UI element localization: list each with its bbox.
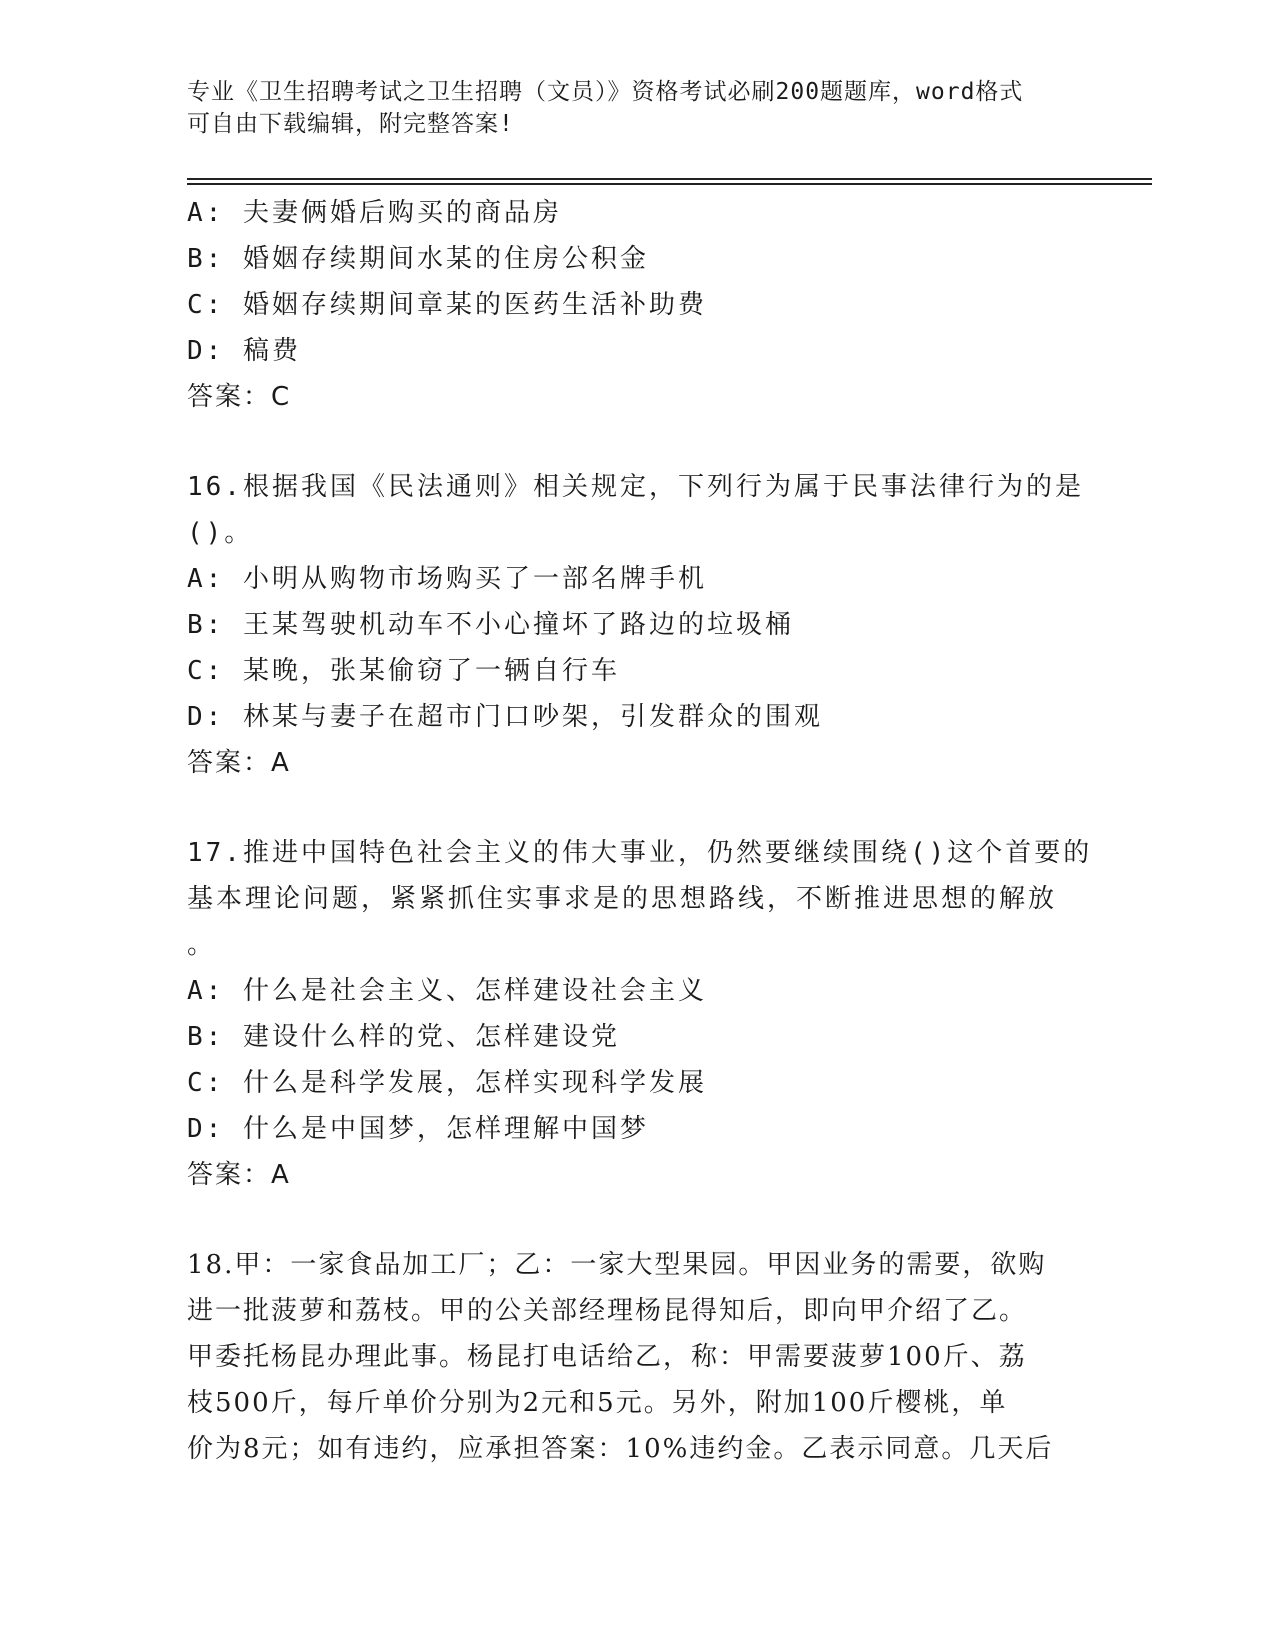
option-b: B: 王某驾驶机动车不小心撞坏了路边的垃圾桶 <box>187 610 794 640</box>
option-c: C: 某晚，张某偷窃了一辆自行车 <box>187 656 620 686</box>
document-body <box>187 190 1093 1472</box>
question-text-line: 价为8元；如有违约，应承担答案：10%违约金。乙表示同意。几天后 <box>187 1434 1054 1464</box>
header-rule-bottom <box>187 183 1152 185</box>
option-b: B: 建设什么样的党、怎样建设党 <box>187 1022 620 1052</box>
option-d: D: 林某与妻子在超市门口吵架，引发群众的围观 <box>187 702 823 732</box>
option-d: D: 稿费 <box>187 336 301 366</box>
question-text-line: 基本理论问题，紧紧抓住实事求是的思想路线，不断推进思想的解放 <box>187 884 1058 914</box>
question-16 <box>187 464 1087 786</box>
answer: 答案：A <box>187 748 291 778</box>
question-text-line: 进一批菠萝和荔枝。甲的公关部经理杨昆得知后，即向甲介绍了乙。 <box>187 1296 1028 1326</box>
option-a: A: 夫妻俩婚后购买的商品房 <box>187 198 562 228</box>
question-15 <box>187 190 1087 420</box>
question-text-line: 枝500斤，每斤单价分别为2元和5元。另外，附加100斤樱桃，单 <box>187 1388 1008 1418</box>
question-text-line: 16.根据我国《民法通则》相关规定，下列行为属于民事法律行为的是 <box>187 472 1084 502</box>
question-text-line: 。 <box>187 930 217 960</box>
header-line-2: 可自由下载编辑，附完整答案! <box>187 111 514 137</box>
option-a: A: 什么是社会主义、怎样建设社会主义 <box>187 976 707 1006</box>
question-text-line: 甲委托杨昆办理此事。杨昆打电话给乙，称：甲需要菠萝100斤、荔 <box>187 1342 1027 1372</box>
answer: 答案：C <box>187 382 292 412</box>
option-d: D: 什么是中国梦，怎样理解中国梦 <box>187 1114 649 1144</box>
header-rule-top <box>187 178 1152 180</box>
question-18 <box>187 1242 1087 1472</box>
option-a: A: 小明从购物市场购买了一部名牌手机 <box>187 564 707 594</box>
option-b: B: 婚姻存续期间水某的住房公积金 <box>187 244 649 274</box>
question-text-line: 17.推进中国特色社会主义的伟大事业，仍然要继续围绕()这个首要的 <box>187 838 1093 868</box>
question-text-line: ()。 <box>187 518 254 548</box>
header-line-1: 专业《卫生招聘考试之卫生招聘（文员）》资格考试必刷200题题库，word格式 <box>187 79 1024 105</box>
document-header <box>187 76 1087 140</box>
question-17 <box>187 830 1093 1198</box>
option-c: C: 什么是科学发展，怎样实现科学发展 <box>187 1068 707 1098</box>
question-text-line: 18.甲：一家食品加工厂；乙：一家大型果园。甲因业务的需要，欲购 <box>187 1250 1047 1280</box>
option-c: C: 婚姻存续期间章某的医药生活补助费 <box>187 290 707 320</box>
answer: 答案：A <box>187 1160 291 1190</box>
